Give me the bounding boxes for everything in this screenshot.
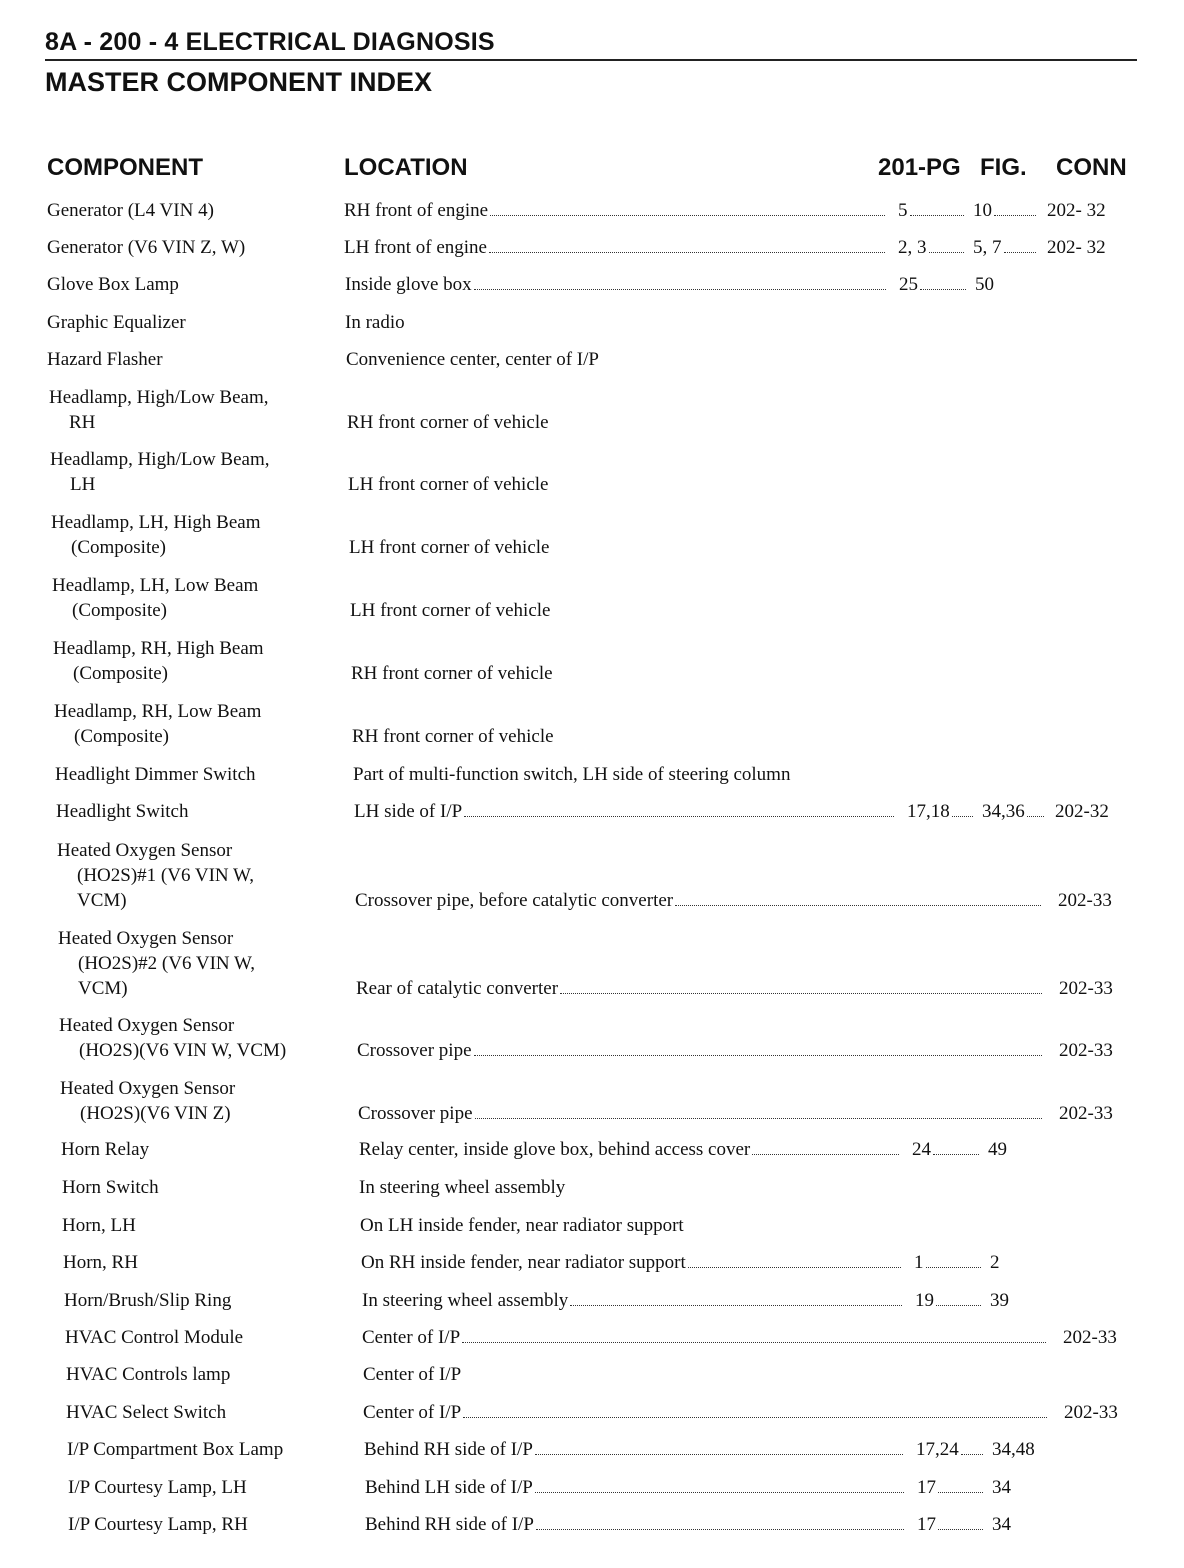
dot-leader <box>938 1491 983 1493</box>
component-name <box>47 272 333 297</box>
component-name <box>54 699 340 749</box>
component-name-text: LH <box>70 474 96 495</box>
dot-leader <box>463 1416 1047 1418</box>
figure-ref: 5, 7 <box>973 235 1039 260</box>
component-name-text: (Composite) <box>74 726 169 747</box>
component-name-text: I/P Courtesy Lamp, RH <box>68 1514 248 1535</box>
component-name-text: HVAC Control Module <box>65 1327 244 1348</box>
dot-leader <box>752 1153 899 1155</box>
location <box>365 1512 907 1537</box>
connector-ref: 202- 32 <box>1047 200 1106 221</box>
location-text: On RH inside fender, near radiator support <box>361 1252 686 1273</box>
component-name-text: VCM) <box>77 890 127 911</box>
component-name <box>68 1512 353 1537</box>
location-text: Behind LH side of I/P <box>365 1477 533 1498</box>
location <box>362 1288 905 1313</box>
location <box>363 1400 1050 1425</box>
dot-leader <box>961 1453 983 1455</box>
dot-leader <box>1004 251 1037 253</box>
connector-ref: 202-33 <box>1058 890 1112 911</box>
component-name-text: (Composite) <box>73 663 168 684</box>
dot-leader <box>535 1491 904 1493</box>
component-name <box>50 447 336 497</box>
component-name-text: (HO2S)(V6 VIN Z) <box>80 1103 231 1124</box>
component-name <box>59 1013 345 1063</box>
connector-ref: 202-32 <box>1055 801 1109 822</box>
location-text: Crossover pipe <box>357 1040 472 1061</box>
connector-ref: 202-33 <box>1059 1040 1113 1061</box>
location-text: Crossover pipe <box>358 1103 473 1124</box>
dot-leader <box>489 251 885 253</box>
page-ref: 5 <box>898 198 967 223</box>
dot-leader <box>462 1341 1046 1343</box>
component-name <box>62 1213 348 1238</box>
location <box>364 1437 906 1462</box>
page-ref: 2, 3 <box>898 235 967 260</box>
location-text: LH front of engine <box>344 237 487 258</box>
location <box>362 1325 1049 1350</box>
component-name-text: VCM) <box>78 978 128 999</box>
component-name <box>67 1437 352 1462</box>
dot-leader <box>474 288 886 290</box>
connector-ref: 202- 32 <box>1047 237 1106 258</box>
dot-leader <box>910 214 965 216</box>
component-name-text: Headlamp, LH, High Beam <box>51 512 261 533</box>
location-text: Center of I/P <box>362 1327 461 1348</box>
component-name <box>51 510 337 560</box>
component-name <box>57 838 343 913</box>
page-ref: 19 <box>915 1288 984 1313</box>
component-name-text: Headlamp, RH, High Beam <box>53 638 264 659</box>
page-ref: 25 <box>899 272 969 297</box>
column-header-fig: FIG. <box>980 154 1027 181</box>
component-name-text: Horn Switch <box>62 1177 159 1198</box>
component-name <box>58 926 344 1001</box>
location-text: LH side of I/P <box>354 801 463 822</box>
component-name <box>60 1076 346 1126</box>
component-name-text: (HO2S)#2 (V6 VIN W, <box>78 953 255 974</box>
dot-leader <box>929 251 965 253</box>
location-text: Inside glove box <box>345 274 472 295</box>
column-header-conn: CONN <box>1056 154 1127 181</box>
page-ref: 17 <box>917 1475 986 1500</box>
component-name <box>47 235 332 260</box>
location <box>355 888 1044 913</box>
component-name-text: Headlamp, RH, Low Beam <box>54 701 262 722</box>
figure-ref: 34,36 <box>982 799 1047 824</box>
location: RH front corner of vehicle <box>352 726 554 747</box>
component-name-text: Headlight Dimmer Switch <box>55 764 256 785</box>
component-name <box>66 1362 351 1387</box>
component-name-text: Generator (L4 VIN 4) <box>47 200 214 221</box>
component-name-text: (Composite) <box>72 600 167 621</box>
component-name-text: Horn/Brush/Slip Ring <box>64 1290 232 1311</box>
dot-leader <box>535 1453 903 1455</box>
dot-leader <box>952 815 973 817</box>
location-text: Rear of catalytic converter <box>356 978 559 999</box>
component-name <box>47 198 332 223</box>
location: On LH inside fender, near radiator support <box>360 1215 684 1236</box>
page-ref: 24 <box>912 1137 982 1162</box>
location <box>345 272 889 297</box>
component-name-text: Heated Oxygen Sensor <box>60 1078 236 1099</box>
dot-leader <box>938 1528 983 1530</box>
component-name-text: Horn Relay <box>61 1139 150 1160</box>
column-header-201-pg: 201-PG <box>878 154 961 181</box>
location-text: Behind RH side of I/P <box>364 1439 533 1460</box>
dot-leader <box>688 1266 901 1268</box>
component-name-text: I/P Compartment Box Lamp <box>67 1439 284 1460</box>
component-name-text: I/P Courtesy Lamp, LH <box>68 1477 247 1498</box>
connector-ref: 202-33 <box>1064 1402 1118 1423</box>
page-ref: 17 <box>917 1512 986 1537</box>
component-name-text: Headlight Switch <box>56 801 189 822</box>
figure-ref: 2 <box>990 1252 1000 1273</box>
dot-leader <box>920 288 966 290</box>
dot-leader <box>933 1153 979 1155</box>
dot-leader <box>936 1304 981 1306</box>
component-name <box>63 1250 349 1275</box>
dot-leader <box>560 992 1042 994</box>
location <box>357 1038 1045 1063</box>
location-text: In steering wheel assembly <box>362 1290 569 1311</box>
component-name <box>52 573 338 623</box>
location: RH front corner of vehicle <box>351 663 553 684</box>
component-name-text: (Composite) <box>71 537 166 558</box>
component-name <box>61 1137 347 1162</box>
component-name-text: Heated Oxygen Sensor <box>57 840 233 861</box>
location: RH front corner of vehicle <box>347 412 549 433</box>
component-name <box>66 1400 351 1425</box>
component-name <box>47 310 333 335</box>
component-name-text: Headlamp, High/Low Beam, <box>49 387 269 408</box>
dot-leader <box>994 214 1036 216</box>
component-name-text: Heated Oxygen Sensor <box>58 928 234 949</box>
component-name <box>68 1475 353 1500</box>
figure-ref: 34 <box>992 1514 1011 1535</box>
figure-ref: 50 <box>975 274 994 295</box>
location-text: RH front of engine <box>344 200 489 221</box>
figure-ref: 49 <box>988 1139 1007 1160</box>
component-name <box>55 762 341 787</box>
connector-ref: 202-33 <box>1059 978 1113 999</box>
page-ref: 17,24 <box>916 1437 986 1462</box>
component-name-text: Horn, RH <box>63 1252 138 1273</box>
location: Center of I/P <box>363 1364 462 1385</box>
page-ref: 17,18 <box>907 799 976 824</box>
dot-leader <box>1027 815 1044 817</box>
figure-ref: 10 <box>973 198 1039 223</box>
section-header: 8A - 200 - 4 ELECTRICAL DIAGNOSIS <box>45 28 1137 61</box>
dot-leader <box>675 904 1041 906</box>
location: LH front corner of vehicle <box>350 600 551 621</box>
component-name-text: (HO2S)(V6 VIN W, VCM) <box>79 1040 287 1061</box>
component-name-text: HVAC Select Switch <box>66 1402 227 1423</box>
location <box>344 235 888 260</box>
location-text: Relay center, inside glove box, behind access cover <box>359 1139 751 1160</box>
component-name-text: Horn, LH <box>62 1215 136 1236</box>
location <box>358 1101 1045 1126</box>
location <box>344 198 888 223</box>
component-name-text: Hazard Flasher <box>47 349 163 370</box>
location-text: Center of I/P <box>363 1402 462 1423</box>
dot-leader <box>490 214 885 216</box>
component-name <box>53 636 339 686</box>
component-name-text: HVAC Controls lamp <box>66 1364 231 1385</box>
dot-leader <box>474 1054 1042 1056</box>
location <box>354 799 897 824</box>
dot-leader <box>570 1304 902 1306</box>
component-name-text: Headlamp, LH, Low Beam <box>52 575 259 596</box>
component-name <box>62 1175 347 1200</box>
location: In steering wheel assembly <box>359 1177 566 1198</box>
location-text: Crossover pipe, before catalytic converter <box>355 890 674 911</box>
component-name <box>65 1325 350 1350</box>
connector-ref: 202-33 <box>1063 1327 1117 1348</box>
component-name-text: (HO2S)#1 (V6 VIN W, <box>77 865 254 886</box>
location <box>356 976 1045 1001</box>
component-name <box>64 1288 350 1313</box>
location-text: Behind RH side of I/P <box>365 1514 534 1535</box>
dot-leader <box>464 815 894 817</box>
dot-leader <box>475 1117 1042 1119</box>
component-name <box>47 347 334 372</box>
figure-ref: 39 <box>990 1290 1009 1311</box>
location: Convenience center, center of I/P <box>346 349 599 370</box>
component-name-text: Heated Oxygen Sensor <box>59 1015 235 1036</box>
component-name-text: Headlamp, High/Low Beam, <box>50 449 270 470</box>
component-name <box>56 799 342 824</box>
dot-leader <box>536 1528 904 1530</box>
column-header-component: COMPONENT <box>47 154 203 181</box>
dot-leader <box>926 1266 982 1268</box>
location: In radio <box>345 312 405 333</box>
location <box>365 1475 907 1500</box>
component-name-text: Generator (V6 VIN Z, W) <box>47 237 246 258</box>
figure-ref: 34 <box>992 1477 1011 1498</box>
component-name-text: Graphic Equalizer <box>47 312 186 333</box>
location: Part of multi-function switch, LH side of steering column <box>353 764 791 785</box>
location: LH front corner of vehicle <box>348 474 549 495</box>
component-name-text: RH <box>69 412 96 433</box>
location: LH front corner of vehicle <box>349 537 550 558</box>
page-ref: 1 <box>914 1250 984 1275</box>
column-header-location: LOCATION <box>344 154 468 181</box>
component-name-text: Glove Box Lamp <box>47 274 179 295</box>
page-title: MASTER COMPONENT INDEX <box>45 67 433 97</box>
location <box>359 1137 902 1162</box>
figure-ref: 34,48 <box>992 1439 1035 1460</box>
connector-ref: 202-33 <box>1059 1103 1113 1124</box>
component-name <box>49 385 335 435</box>
location <box>361 1250 904 1275</box>
